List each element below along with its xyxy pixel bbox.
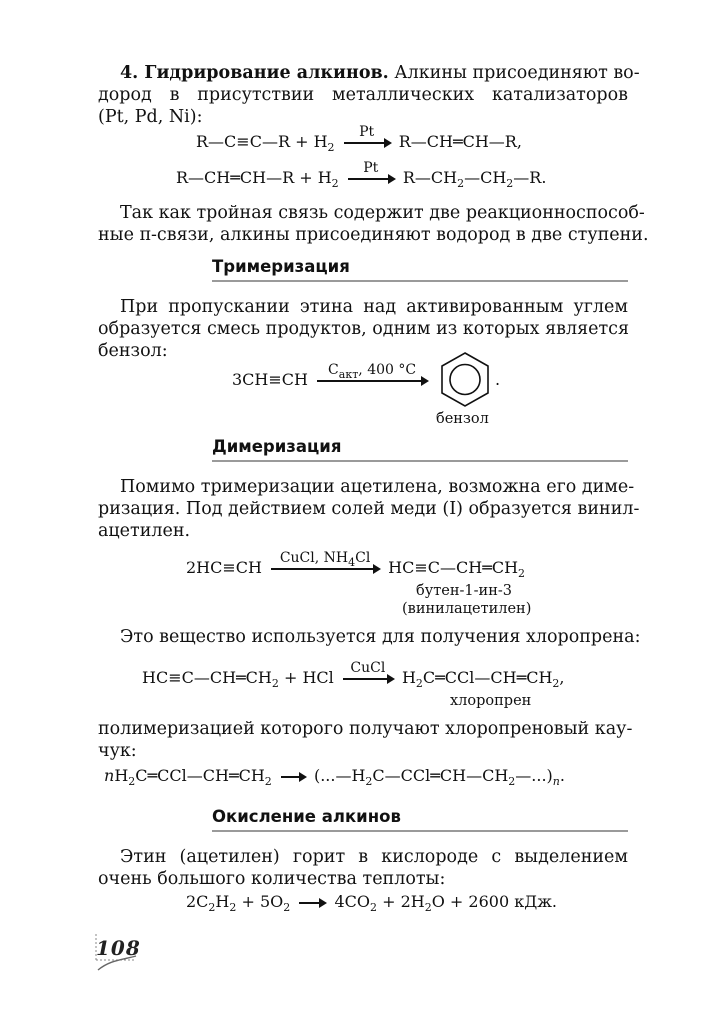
heading-trimerization: Тримеризация [212,256,628,282]
paragraph-line: Так как тройная связь содержит две реакционноспособ- [120,203,645,223]
equation-end-period: . [495,370,501,389]
paragraph-line: Помимо тримеризации ацетилена, возможна его диме- [120,477,635,497]
reaction-arrow [348,159,394,180]
paragraph-line: дород в присутствии металлических катализаторов [98,85,628,105]
catalyst-label: Pt [363,159,379,176]
reaction-arrow [281,776,305,778]
paragraph-line: Это вещество используется для получения хлоропрена: [120,627,641,647]
butenyne-label: бутен-1-ин-3 [416,583,513,599]
paragraph-line: образуется смесь продуктов, одним из которых является [98,319,630,339]
hydrogenation-paragraph [98,62,640,128]
condition-label: CuCl, $NH_4Cl$ [279,549,371,569]
equation-dimerization: 2HC≡CH CuCl, $NH_4Cl$ $HC\equiv C—CH═CH_2$ [186,549,526,581]
dimerization-paragraph [98,476,640,542]
oxidation-paragraph [98,846,628,890]
catalyst-label: CuCl [350,659,386,676]
reaction-arrow [271,549,379,570]
heading-dimerization: Димеризация [212,436,628,462]
benzene-ring-icon [438,350,496,410]
page-number: 108 [96,936,141,960]
equation-alkyne-hydrogenation: R—C≡C—R + $H_2$ Pt R—CH═CH—R, [196,123,522,155]
condition-label: $C_{акт}$, 400 °C [328,361,417,381]
paragraph-line: ризация. Под действием солей меди (I) образуется винил- [98,499,640,519]
equation-hcl-addition: $HC\equiv C—CH═CH_2$ + HCl CuCl $H_2C═CCl—CH═CH_2$, [142,659,565,691]
vinylacetylene-label: (винилацетилен) [402,601,532,617]
paragraph-line: полимеризацией которого получают хлоропреновый кау- [98,719,633,739]
catalyst-label: Pt [359,123,375,140]
paragraph-line: 4. Гидрирование алкинов. Алкины присоединяют во- [120,63,640,83]
paragraph-line: (Pt, Pd, Ni): [98,107,203,127]
heading-oxidation: Окисление алкинов [212,806,628,832]
equation-alkene-hydrogenation: R—CH═CH—R + $H_2$ Pt $R—CH_2—CH_2—R$. [176,159,547,191]
two-stage-paragraph [98,202,649,246]
paragraph-line: бензол: [98,341,168,361]
paragraph-line: очень большого количества теплоты: [98,869,446,889]
paragraph-line: При пропускании этина над активированным углем [120,297,628,317]
paragraph-line: чук: [98,741,137,761]
chloroprene-label: хлоропрен [450,693,532,709]
reaction-arrow [343,659,393,680]
paragraph-line: ные π-связи, алкины присоединяют водород в две ступени. [98,225,649,245]
reaction-arrow [317,361,427,382]
usage-paragraph [98,626,641,648]
paragraph-line: ацетилен. [98,521,191,541]
equation-combustion: $2C_2H_2 + 5O_2$ $4CO_2 + 2H_2O + 2600$ кДж. [186,892,558,915]
benzene-label: бензол [436,411,489,427]
paragraph-line: Этин (ацетилен) горит в кислороде с выделением [120,847,628,867]
equation-polymerization: $nH_2C═CCl—CH═CH_2$ $(...—H_2C—CCl═CH—CH_2—...)_n$. [104,766,565,789]
section-title: 4. Гидрирование алкинов. [120,63,389,83]
equation-trimerization: 3CH≡CH $C_{акт}$, 400 °C [232,370,431,390]
reaction-arrow [344,123,390,144]
polymerization-paragraph [98,718,633,762]
trimerization-paragraph [98,296,628,362]
reaction-arrow [299,902,325,904]
